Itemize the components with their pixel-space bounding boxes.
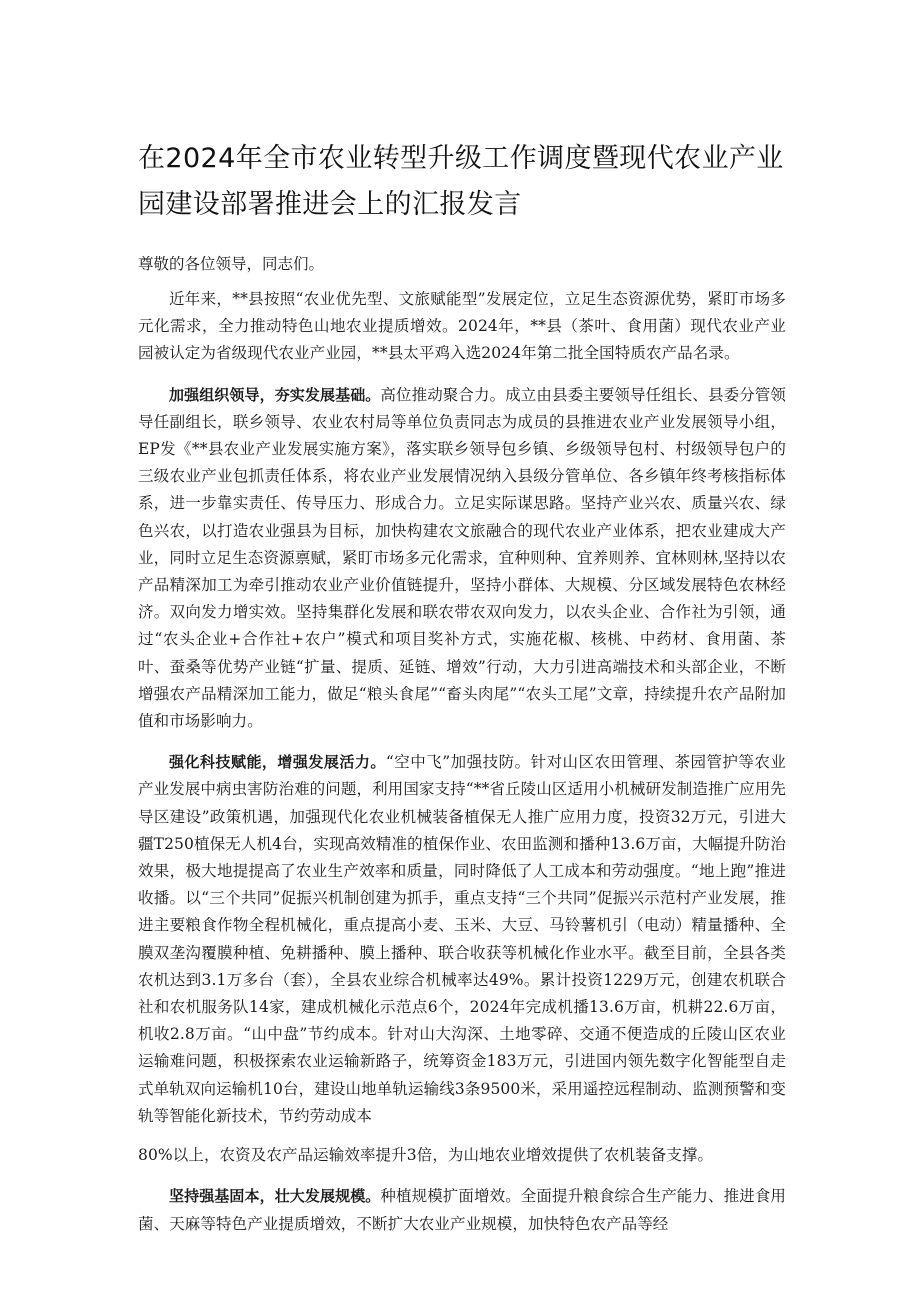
section-technology-continuation: 80%以上，农资及农产品运输效率提升3倍，为山地农业增效提供了农机装备支撑。 bbox=[138, 1146, 714, 1165]
section-foundation bbox=[138, 1183, 786, 1237]
section-organization-heading: 加强组织领导，夯实发展基础。 bbox=[169, 385, 381, 404]
section-technology-body: “空中飞”加强技防。针对山区农田管理、茶园管护等农业产业发展中病虫害防治难的问题，利用国家支持“**省丘陵山区适用小机械研发制造推广应用先导区建设”政策机遇，加强现代化农业机械装备植保无人推广应用力度，投资32万元，引进大疆T250植保无人机4台，实现高效精准的植保作业、农田监测和播种13.6万亩，大幅提升防治效果，极大地提提高了农业生产效率和质量，同时降低了人工成本和劳动强度。“地上跑”推进收播。以“三个共同”促振兴机制创建为抓手，重点支持“三个共同”促振兴示范村产业发展，推进主要粮食作物全程机械化，重点提高小麦、玉米、大豆、马铃薯机引（电动）精量播种、全膜双垄沟覆膜种植、免耕播种、膜上播种、联合收获等机械化作业水平。截至目前，全县各类农机达到3.1万多台（套），全县农业综合机械率达49%。累计投资1229万元，创建农机联合社和农机服务队14家，建成机械化示范点6个，2024年完成机播13.6万亩，机耕22.6万亩，机收2.8万亩。“山中盘”节约成本。针对山大沟深、土地零碎、交通不便造成的丘陵山区农业运输难问题，积极探索农业运输新路子，统筹资金183万元，引进国内领先数字化智能型自走式单轨双向运输机10台，建设山地单轨运输线3条9500米，采用遥控远程制动、监测预警和变轨等智能化新技术，节约劳动成本 bbox=[138, 753, 786, 1125]
greeting: 尊敬的各位领导，同志们。 bbox=[138, 255, 325, 273]
section-organization-body: 高位推动聚合力。成立由县委主要领导任组长、县委分管领导任副组长，联乡领导、农业农村局等单位负责同志为成员的县推进农业产业发展领导小组，EP发《**县农业产业发展实施方案》，落实联乡领导包乡镇、乡级领导包村、村级领导包户的三级农业产业包抓责任体系，将农业产业发展情况纳入县级分管单位、各乡镇年终考核指标体系，进一步靠实责任、传导压力、形成合力。立足实际谋思路。坚持产业兴农、质量兴农、绿色兴农，以打造农业强县为目标，加快构建农文旅融合的现代农业产业体系，把农业建成大产业，同时立足生态资源禀赋，紧盯市场多元化需求，宜种则种、宜养则养、宜林则林,坚持以农产品精深加工为牵引推动农业产业价值链提升，坚持小群体、大规模、分区域发展特色农林经济。双向发力增实效。坚持集群化发展和联农带农双向发力，以农头企业、合作社为引领，通过“农头企业+合作社+农户”模式和项目奖补方式，实施花椒、核桃、中药材、食用菌、茶叶、蚕桑等优势产业链“扩量、提质、延链、增效”行动，大力引进高端技术和头部企业，不断增强农产品精深加工能力，做足“粮头食尾”“畜头肉尾”“农头工尾”文章，持续提升农产品附加值和市场影响力。 bbox=[138, 385, 787, 731]
intro-paragraph: 近年来，**县按照“农业优先型、文旅赋能型”发展定位，立足生态资源优势，紧盯市场多元化需求，全力推动特色山地农业提质增效。2024年，**县（茶叶、食用菌）现代农业产业园被认定为省级现代农业产业园，**县太平鸡入选2024年第二批全国特质农产品名录。 bbox=[138, 290, 786, 363]
section-organization bbox=[138, 382, 786, 736]
section-technology-heading: 强化科技赋能，增强发展活力。 bbox=[169, 753, 386, 772]
section-technology bbox=[138, 749, 786, 1130]
section-foundation-body: 种植规模扩面增效。全面提升粮食综合生产能力、推进食用菌、天麻等特色产业提质增效，不断扩大农业产业规模，加快特色农产品等经 bbox=[138, 1187, 787, 1233]
document-title: 在2024年全市农业转型升级工作调度暨现代农业产业园建设部署推进会上的汇报发言 bbox=[138, 143, 784, 220]
document-page bbox=[138, 0, 786, 1238]
section-foundation-heading: 坚持强基固本，壮大发展规模。 bbox=[169, 1187, 381, 1206]
